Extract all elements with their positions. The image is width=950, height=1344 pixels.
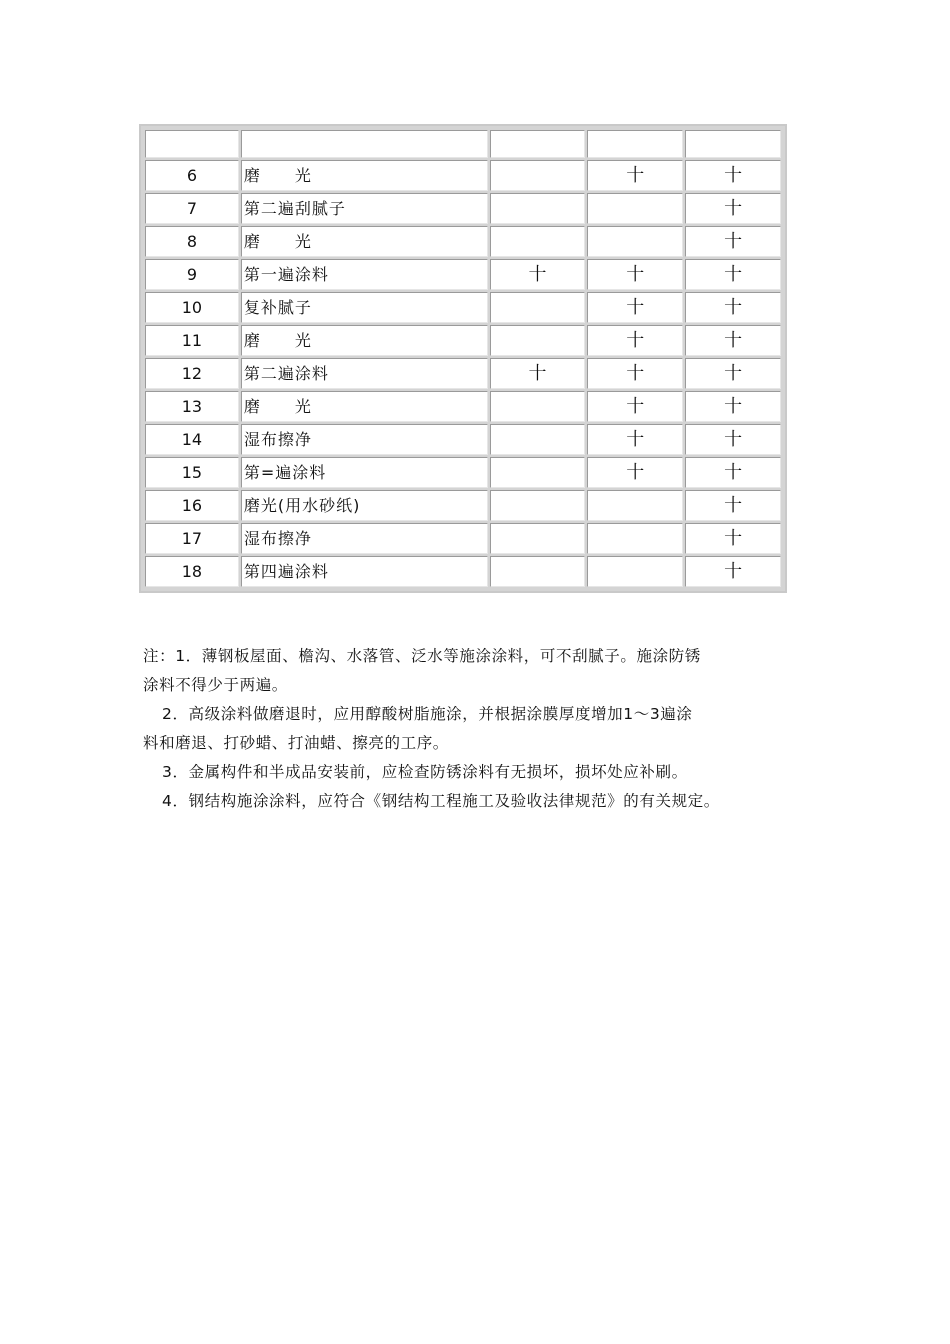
cell-col-c: 十 [685, 490, 781, 521]
header-cell-b [587, 130, 683, 158]
note-2-line-2: 料和磨退、打砂蜡、打油蜡、擦亮的工序。 [143, 734, 449, 752]
cell-col-b: 十 [587, 325, 683, 356]
cell-col-a [490, 391, 586, 422]
cell-col-c: 十 [685, 556, 781, 587]
cell-step-name: 湿布擦净 [241, 424, 488, 455]
cell-col-a [490, 160, 586, 191]
note-2-line-1: 2．高级涂料做磨退时，应用醇酸树脂施涂，并根据涂膜厚度增加1～3遍涂 [162, 705, 693, 723]
cell-step-name: 湿布擦净 [241, 523, 488, 554]
cell-step-no: 10 [145, 292, 239, 323]
cell-col-c: 十 [685, 160, 781, 191]
cell-col-b: 十 [587, 457, 683, 488]
cell-step-no: 9 [145, 259, 239, 290]
cell-step-no: 13 [145, 391, 239, 422]
cell-col-a: 十 [490, 259, 586, 290]
cell-col-c: 十 [685, 358, 781, 389]
note-1-line-2: 涂料不得少于两遍。 [143, 676, 288, 694]
table-header-row [145, 130, 781, 158]
table-row [145, 556, 781, 587]
cell-col-b [587, 226, 683, 257]
cell-step-name: 磨 光 [241, 226, 488, 257]
cell-col-b [587, 556, 683, 587]
table-row [145, 193, 781, 224]
cell-col-a [490, 424, 586, 455]
table-row [145, 490, 781, 521]
cell-step-no: 16 [145, 490, 239, 521]
table-row [145, 325, 781, 356]
header-cell-c [685, 130, 781, 158]
cell-step-name: 第=遍涂料 [241, 457, 488, 488]
cell-col-c: 十 [685, 523, 781, 554]
cell-col-c: 十 [685, 193, 781, 224]
cell-col-b [587, 193, 683, 224]
cell-col-b [587, 523, 683, 554]
cell-col-c: 十 [685, 391, 781, 422]
cell-col-c: 十 [685, 457, 781, 488]
cell-col-a [490, 292, 586, 323]
note-4: 4．钢结构施涂涂料，应符合《钢结构工程施工及验收法律规范》的有关规定。 [162, 792, 720, 810]
process-table [143, 128, 783, 589]
table-row [145, 259, 781, 290]
cell-col-b: 十 [587, 391, 683, 422]
cell-col-a: 十 [490, 358, 586, 389]
header-cell-no [145, 130, 239, 158]
notes-section [143, 642, 823, 816]
cell-step-name: 磨 光 [241, 160, 488, 191]
cell-col-c: 十 [685, 292, 781, 323]
cell-col-a [490, 457, 586, 488]
process-table-container [139, 124, 787, 593]
note-1-line-1: 注：1．薄钢板屋面、檐沟、水落管、泛水等施涂涂料，可不刮腻子。施涂防锈 [143, 647, 701, 665]
table-row [145, 292, 781, 323]
cell-step-name: 第二遍涂料 [241, 358, 488, 389]
cell-col-b: 十 [587, 259, 683, 290]
cell-step-no: 18 [145, 556, 239, 587]
cell-step-no: 11 [145, 325, 239, 356]
cell-step-name: 第二遍刮腻子 [241, 193, 488, 224]
table-row [145, 226, 781, 257]
table-row [145, 358, 781, 389]
cell-step-no: 14 [145, 424, 239, 455]
cell-step-name: 磨 光 [241, 325, 488, 356]
cell-step-no: 7 [145, 193, 239, 224]
cell-col-a [490, 490, 586, 521]
cell-step-no: 15 [145, 457, 239, 488]
cell-col-a [490, 193, 586, 224]
table-row [145, 160, 781, 191]
cell-step-name: 第四遍涂料 [241, 556, 488, 587]
cell-col-b: 十 [587, 160, 683, 191]
process-table-body [145, 130, 781, 587]
cell-col-c: 十 [685, 259, 781, 290]
table-row [145, 424, 781, 455]
header-cell-name [241, 130, 488, 158]
note-3: 3．金属构件和半成品安装前，应检查防锈涂料有无损坏，损坏处应补刷。 [162, 763, 688, 781]
cell-step-no: 12 [145, 358, 239, 389]
cell-step-no: 8 [145, 226, 239, 257]
cell-step-name: 磨 光 [241, 391, 488, 422]
table-row [145, 391, 781, 422]
table-row [145, 523, 781, 554]
cell-step-name: 磨光(用水砂纸) [241, 490, 488, 521]
cell-col-b: 十 [587, 358, 683, 389]
cell-col-b [587, 490, 683, 521]
cell-col-a [490, 556, 586, 587]
cell-col-a [490, 325, 586, 356]
cell-col-c: 十 [685, 424, 781, 455]
cell-col-b: 十 [587, 292, 683, 323]
cell-col-a [490, 226, 586, 257]
header-cell-a [490, 130, 586, 158]
cell-col-a [490, 523, 586, 554]
cell-col-c: 十 [685, 226, 781, 257]
cell-step-name: 复补腻子 [241, 292, 488, 323]
cell-step-name: 第一遍涂料 [241, 259, 488, 290]
cell-col-b: 十 [587, 424, 683, 455]
cell-step-no: 17 [145, 523, 239, 554]
cell-step-no: 6 [145, 160, 239, 191]
table-row [145, 457, 781, 488]
cell-col-c: 十 [685, 325, 781, 356]
